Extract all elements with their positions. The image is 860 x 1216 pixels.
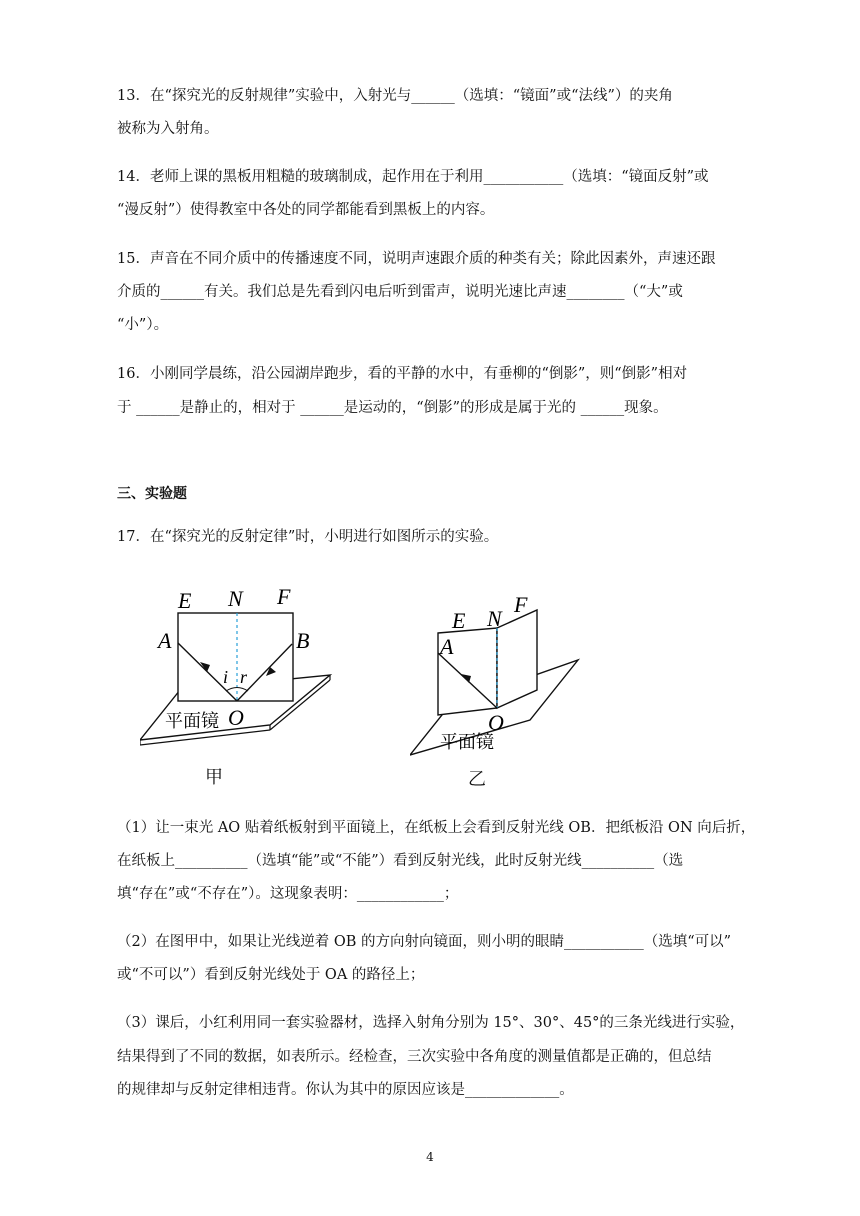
q17-p1-line2: 在纸板上__________（选填“能”或“不能”）看到反射光线，此时反射光线__________（选 <box>117 853 684 869</box>
q17-p3-line3: 的规律却与反射定律相违背。你认为其中的原因应该是_____________。 <box>117 1082 574 1098</box>
mirror-label: 平面镜 <box>440 732 494 752</box>
label-b: B <box>296 628 310 653</box>
q15-line3: “小”）。 <box>117 317 169 333</box>
q13-line2: 被称为入射角。 <box>117 121 219 137</box>
label-n: N <box>228 586 243 611</box>
label-r: r <box>240 667 248 687</box>
q17-p3-line2: 结果得到了不同的数据，如表所示。经检查，三次实验中各角度的测量值都是正确的，但总结 <box>117 1049 712 1065</box>
q13-line1: 13．在“探究光的反射规律”实验中，入射光与______（选填：“镜面”或“法线”）的夹角 <box>117 88 673 104</box>
figure-left-caption: 甲 <box>205 767 223 788</box>
q17-p2-line2: 或“不可以”）看到反射光线处于 OA 的路径上； <box>117 967 425 983</box>
q14-line1: 14．老师上课的黑板用粗糙的玻璃制成，起作用在于利用___________（选填：“镜面反射”或 <box>117 169 709 185</box>
figure-left-diagram <box>140 580 340 750</box>
label-o: O <box>228 705 244 730</box>
label-i: i <box>223 667 229 687</box>
label-n: N <box>487 606 502 631</box>
q15-line2: 介质的______有关。我们总是先看到闪电后听到雷声，说明光速比声速________（“大”或 <box>117 284 683 300</box>
q15-line1: 15．声音在不同介质中的传播速度不同，说明声速跟介质的种类有关；除此因素外，声速还跟 <box>117 251 716 267</box>
label-f: F <box>277 584 291 609</box>
label-e: E <box>452 608 466 633</box>
paper-board-folded <box>497 610 537 708</box>
q17-p1-line1: （1）让一束光 AO 贴着纸板射到平面镜上，在纸板上会看到反射光线 OB．把纸板沿 ON 向后折， <box>117 820 756 836</box>
q16-line2: 于 ______是静止的，相对于 ______是运动的，“倒影”的形成是属于光的 ______现象。 <box>117 400 668 416</box>
figure-right-diagram <box>410 590 610 760</box>
label-f: F <box>514 592 528 617</box>
label-e: E <box>178 588 192 613</box>
section-heading: 三、实验题 <box>117 486 187 502</box>
mirror-label: 平面镜 <box>165 711 219 731</box>
figure-right-caption: 乙 <box>468 769 486 790</box>
q17-p3-line1: （3）课后，小红利用同一套实验器材，选择入射角分别为 15°、30°、45°的三条光线进行实验， <box>117 1015 745 1031</box>
q17-p2-line1: （2）在图甲中，如果让光线逆着 OB 的方向射向镜面，则小明的眼睛___________（选填“可以” <box>117 934 732 950</box>
q17-p1-line3: 填“存在”或“不存在”）。这现象表明：____________； <box>117 886 459 902</box>
label-a: A <box>158 628 172 653</box>
label-o: O <box>488 710 504 735</box>
q16-line1: 16．小刚同学晨练，沿公园湖岸跑步，看的平静的水中，有垂柳的“倒影”，则“倒影”相对 <box>117 366 688 382</box>
label-a: A <box>440 634 454 659</box>
q17-stem: 17．在“探究光的反射定律”时，小明进行如图所示的实验。 <box>117 529 499 545</box>
q14-line2: “漫反射”）使得教室中各处的同学都能看到黑板上的内容。 <box>117 202 495 218</box>
page-number: 4 <box>426 1150 434 1164</box>
